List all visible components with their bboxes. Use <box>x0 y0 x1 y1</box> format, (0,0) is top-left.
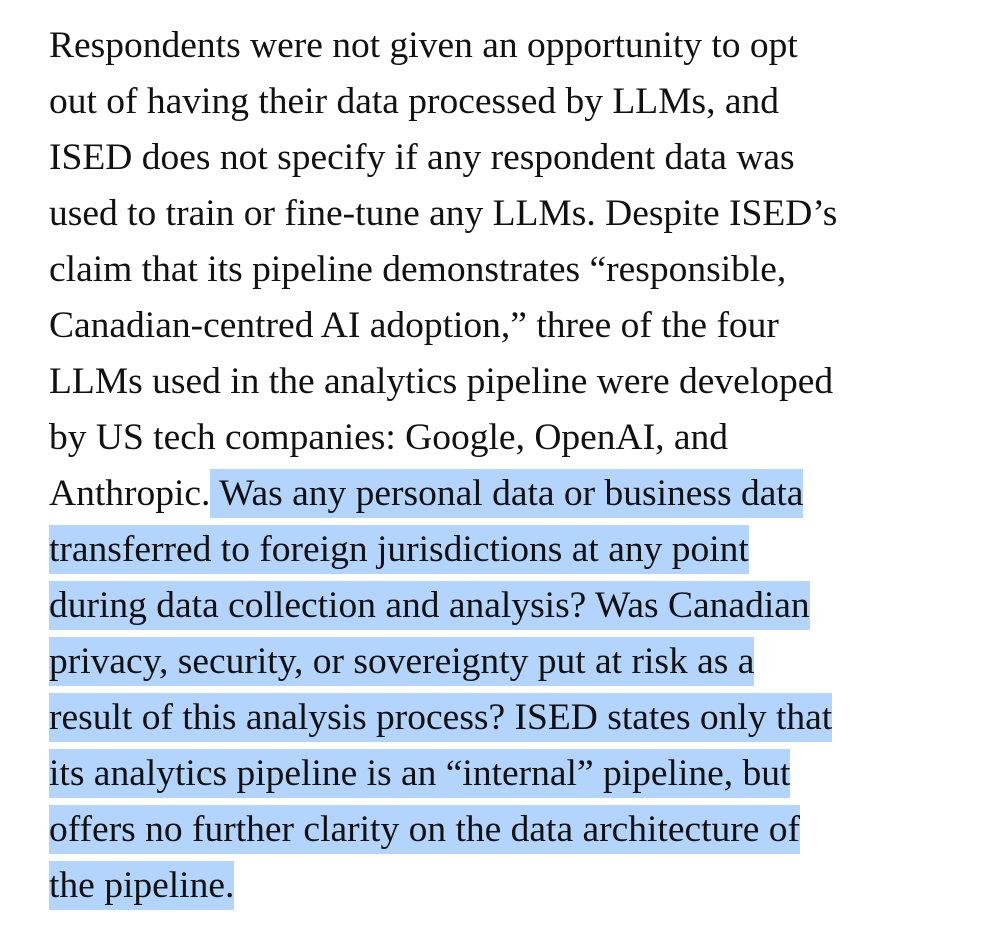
text-line: ISED does not specify if any respondent data was <box>49 137 795 178</box>
selected-text-line <box>49 746 989 802</box>
text-line: used to train or fine-tune any LLMs. Despite ISED’s <box>49 193 838 234</box>
text-line: claim that its pipeline demonstrates “responsible, <box>49 249 787 290</box>
selected-text-line <box>49 858 989 914</box>
selected-text-fragment[interactable]: its analytics pipeline is an “internal” pipeline, but <box>49 749 790 798</box>
text-line-mixed <box>49 466 989 522</box>
text-line: LLMs used in the analytics pipeline were developed <box>49 361 834 402</box>
selected-text-fragment[interactable]: Was any personal data or business data <box>210 469 803 518</box>
selected-text-line <box>49 522 989 578</box>
selected-text-fragment[interactable]: result of this analysis process? ISED states only that <box>49 693 832 742</box>
selected-text-line <box>49 634 989 690</box>
text-line: out of having their data processed by LLMs, and <box>49 81 780 122</box>
selected-text-line <box>49 578 989 634</box>
selected-text-fragment[interactable]: the pipeline. <box>49 861 234 910</box>
body-paragraph[interactable] <box>49 18 989 914</box>
selected-text-line <box>49 690 989 746</box>
text-line: by US tech companies: Google, OpenAI, and <box>49 417 729 458</box>
selected-text-fragment[interactable]: transferred to foreign jurisdictions at any point <box>49 525 749 574</box>
selected-text-line <box>49 802 989 858</box>
text-plain-fragment: Anthropic. <box>49 473 211 514</box>
text-line: Canadian-centred AI adoption,” three of the four <box>49 305 779 346</box>
selected-text-fragment[interactable]: offers no further clarity on the data architecture of <box>49 805 800 854</box>
selected-text-fragment[interactable]: privacy, security, or sovereignty put at risk as a <box>49 637 754 686</box>
text-line: Respondents were not given an opportunity to opt <box>49 25 798 66</box>
selected-text-fragment[interactable]: during data collection and analysis? Was Canadian <box>49 581 810 630</box>
